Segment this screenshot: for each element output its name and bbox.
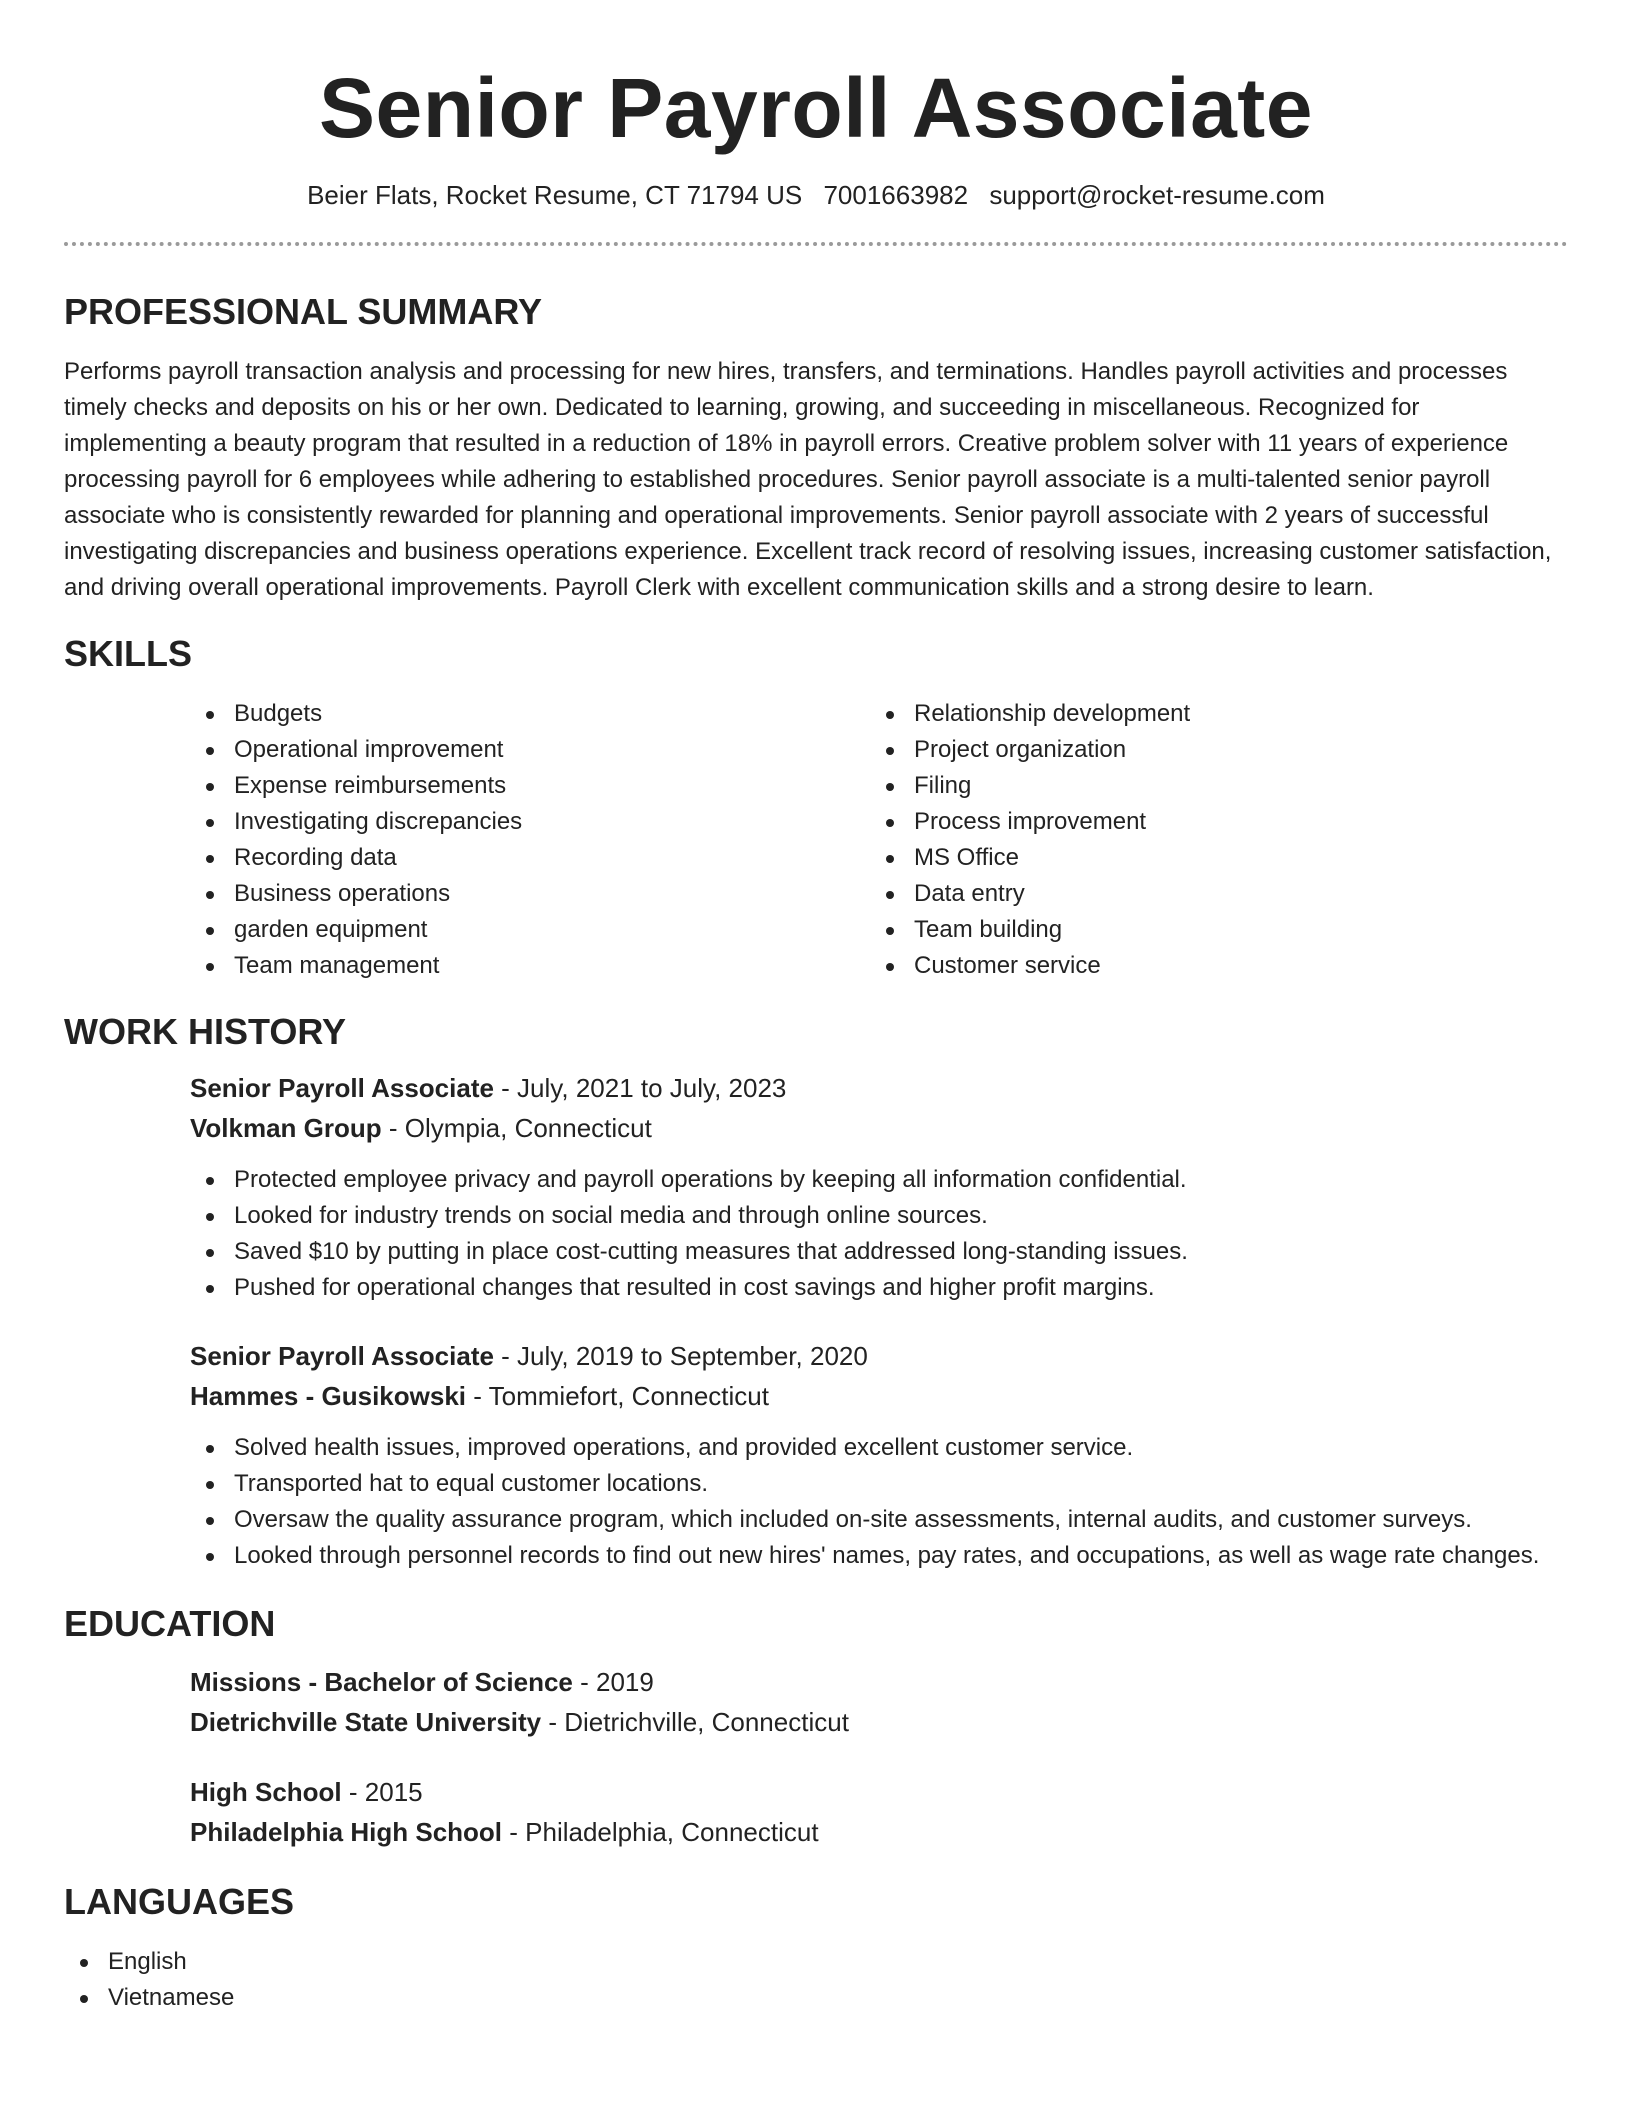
skills-right-list <box>870 696 1550 984</box>
education-degree-line <box>190 1662 1568 1702</box>
skill-item: garden equipment <box>190 912 870 948</box>
job-company-line <box>190 1376 1568 1416</box>
skills-heading: SKILLS <box>64 633 193 674</box>
job-duty-item: Pushed for operational changes that resulted in cost savings and higher profit margins. <box>190 1270 1568 1306</box>
education-heading: EDUCATION <box>64 1603 276 1644</box>
job-location: - Olympia, Connecticut <box>381 1113 652 1143</box>
job-duties-list <box>190 1162 1568 1306</box>
education-location: - Dietrichville, Connecticut <box>541 1707 849 1737</box>
skill-item: Process improvement <box>870 804 1550 840</box>
education-school: Dietrichville State University <box>190 1707 542 1737</box>
job-duties-list <box>190 1430 1568 1574</box>
contact-line <box>64 178 1568 212</box>
skills-column-left <box>190 696 870 984</box>
contact-email: support@rocket-resume.com <box>989 180 1325 210</box>
job-entry <box>190 1336 1568 1574</box>
skill-item: Customer service <box>870 948 1550 984</box>
summary-text: Performs payroll transaction analysis and processing for new hires, transfers, and terminations. Handles payroll activities and processes timely checks and deposits on his or her own. Dedicated to learning, growing, and succeeding in miscellaneous. Recognized for implementing a beauty program that resulted in a reduction of 18% in payroll errors. Creative problem solver with 11 years of experience processing payroll for 6 employees while adhering to established procedures. Senior payroll associate is a multi-talented senior payroll associate who is consistently rewarded for planning and operational improvements. Senior payroll associate with 2 years of successful investigating discrepancies and business operations experience. Excellent track record of resolving issues, increasing customer satisfaction, and driving overall operational improvements. Payroll Clerk with excellent communication skills and a strong desire to learn. <box>64 358 1552 601</box>
languages-list <box>64 1944 1568 2016</box>
job-location: - Tommiefort, Connecticut <box>466 1381 769 1411</box>
job-title-line <box>190 1336 1568 1376</box>
education-school-line <box>190 1702 1568 1742</box>
contact-address: Beier Flats, Rocket Resume, CT 71794 US <box>307 180 803 210</box>
skill-item: Operational improvement <box>190 732 870 768</box>
skill-item: Business operations <box>190 876 870 912</box>
education-year: - 2019 <box>572 1667 654 1697</box>
skill-item: Filing <box>870 768 1550 804</box>
summary-heading: PROFESSIONAL SUMMARY <box>64 291 543 332</box>
education-degree-line <box>190 1772 1568 1812</box>
job-duty-item: Transported hat to equal customer locations. <box>190 1466 1568 1502</box>
education-location: - Philadelphia, Connecticut <box>502 1817 819 1847</box>
skill-item: Team management <box>190 948 870 984</box>
skill-item: Investigating discrepancies <box>190 804 870 840</box>
skill-item: Team building <box>870 912 1550 948</box>
skill-item: Budgets <box>190 696 870 732</box>
resume-title: Senior Payroll Associate <box>319 61 1313 155</box>
skill-item: MS Office <box>870 840 1550 876</box>
resume-page <box>64 0 1568 2016</box>
education-degree: High School <box>190 1777 342 1807</box>
job-company: Volkman Group <box>190 1113 382 1143</box>
job-entry <box>190 1068 1568 1306</box>
job-duty-item: Looked for industry trends on social media and through online sources. <box>190 1198 1568 1234</box>
contact-phone: 7001663982 <box>823 180 969 210</box>
job-duty-item: Protected employee privacy and payroll operations by keeping all information confidential. <box>190 1162 1568 1198</box>
header-divider <box>64 242 1568 246</box>
skills-list <box>190 696 1568 984</box>
job-dates: - July, 2021 to July, 2023 <box>493 1073 787 1103</box>
skills-left-list <box>190 696 870 984</box>
job-dates: - July, 2019 to September, 2020 <box>493 1341 868 1371</box>
education-entry <box>190 1662 1568 1742</box>
education-school-line <box>190 1812 1568 1852</box>
education-degree: Missions - Bachelor of Science <box>190 1667 573 1697</box>
job-role: Senior Payroll Associate <box>190 1341 494 1371</box>
education-school: Philadelphia High School <box>190 1817 503 1847</box>
job-duty-item: Saved $10 by putting in place cost-cutting measures that addressed long-standing issues. <box>190 1234 1568 1270</box>
skill-item: Project organization <box>870 732 1550 768</box>
language-item: Vietnamese <box>64 1980 1568 2016</box>
language-item: English <box>64 1944 1568 1980</box>
skill-item: Expense reimbursements <box>190 768 870 804</box>
job-company-line <box>190 1108 1568 1148</box>
skill-item: Recording data <box>190 840 870 876</box>
job-title-line <box>190 1068 1568 1108</box>
education-year: - 2015 <box>341 1777 423 1807</box>
education-entry <box>190 1772 1568 1852</box>
job-company: Hammes - Gusikowski <box>190 1381 466 1411</box>
languages-heading: LANGUAGES <box>64 1881 295 1922</box>
work-heading: WORK HISTORY <box>64 1011 347 1052</box>
skills-column-right <box>870 696 1550 984</box>
job-duty-item: Solved health issues, improved operations, and provided excellent customer service. <box>190 1430 1568 1466</box>
job-duty-item: Oversaw the quality assurance program, which included on-site assessments, internal audits, and customer surveys. <box>190 1502 1568 1538</box>
work-history-list <box>190 1068 1568 1574</box>
skill-item: Data entry <box>870 876 1550 912</box>
job-duty-item: Looked through personnel records to find out new hires' names, pay rates, and occupations, as well as wage rate changes. <box>190 1538 1568 1574</box>
job-role: Senior Payroll Associate <box>190 1073 494 1103</box>
skill-item: Relationship development <box>870 696 1550 732</box>
education-list <box>190 1662 1568 1852</box>
